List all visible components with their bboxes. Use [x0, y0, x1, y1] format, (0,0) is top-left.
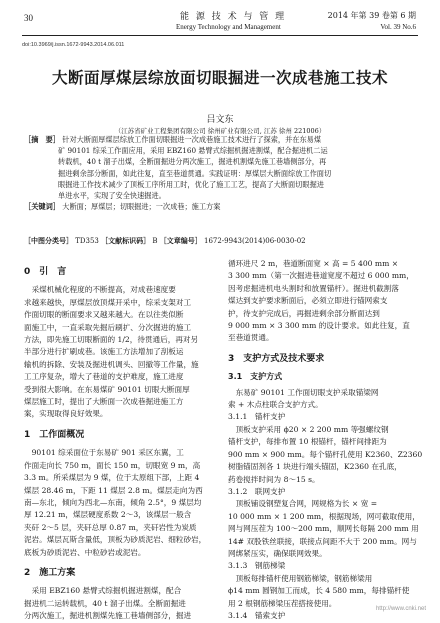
- volume-en: Vol. 39 No.6: [380, 23, 416, 31]
- subsection-heading: 3.1 支护方式: [228, 372, 283, 382]
- paragraph-line: 方法，即先施工切眼断面的 1/2，待贯通后，再对另: [24, 335, 199, 345]
- classification-row: [24, 236, 306, 246]
- paragraph-line: 受到很大影响。在东易煤矿 90101 切眼大断面厚: [24, 384, 190, 394]
- paragraph-line: 泥岩。煤层瓦斯含量低，顶板为砂质泥岩、细粒砂岩，: [24, 535, 207, 545]
- section-heading: 2 施工方案: [24, 567, 76, 578]
- subsubsection-heading: 3.1.3 钢筋梯梁: [228, 561, 286, 571]
- doc-code-label: ［文献标识码］: [101, 237, 151, 245]
- paragraph-line: 护，待支护完成后，再掘进剩余部分断面达到: [228, 308, 380, 318]
- abstract-line: 眼掘进工作技术减少了顶板工序所用工时，优化了施工工艺，提高了大断面切眼掘进: [58, 179, 324, 189]
- article-author: 吕文东: [206, 115, 234, 125]
- subsubsection-heading: 3.1.4 锚索支护: [228, 610, 286, 620]
- header-rule: [22, 35, 418, 36]
- paragraph-line: 药卷搅拌时间为 8～15 s。: [228, 474, 320, 484]
- paragraph-line: 煤层施工时，提出了大断面一次成巷掘进施工方: [24, 397, 184, 407]
- paragraph-line: 顶板铺设钢塑复合网，网规格为长 × 宽 =: [235, 499, 378, 509]
- paragraph-line: 作面切眼的断面要求又越来越大。在以往类似断: [24, 310, 184, 320]
- paragraph-line: 用 2 根钢筋梯梁压茬搭接使用。: [228, 598, 337, 608]
- paragraph-line: 90101 综采面位于东易矿 901 采区东翼，工: [31, 448, 184, 458]
- watermark-url: http://www.cnki.net: [375, 606, 426, 612]
- paragraph-line: 厚 12.21 m，煤层硬度系数 2～3，该煤层一般含: [24, 510, 192, 520]
- section-heading: 0 引 言: [24, 267, 67, 277]
- paragraph-line: 网绑紧压实，确保联网效果。: [228, 548, 327, 558]
- paragraph-line: 掘进机二运转载机，40 t 溜子出煤。全断面掘进: [24, 598, 186, 608]
- paragraph-line: 作面走向长 750 m，面长 150 m，切眼宽 9 m，高: [24, 460, 201, 470]
- subsubsection-heading: 3.1.1 锚杆支护: [228, 412, 286, 422]
- issue-cn: 2014 年第 39 卷第 6 期: [327, 11, 416, 20]
- left-column: [24, 258, 218, 623]
- paragraph-line: ϕ14 mm 圆钢加工而成，长 4 580 mm，每排锚杆使: [228, 586, 410, 596]
- paragraph-line: 锚杆支护，每排布置 10 根锚杆，锚杆间排距为: [228, 437, 387, 447]
- abstract-label: ［摘 要］: [24, 135, 60, 144]
- paragraph-line: 煤达到支护要求断面后，必须立即进行锚网索支: [228, 296, 388, 306]
- keywords-label: ［关键词］: [24, 202, 60, 212]
- paragraph-line: 网与网压茬为 100～200 mm，顺网长每隔 200 mm 用: [228, 524, 419, 534]
- paragraph-line: 案，实现取得良好效果。: [24, 409, 108, 419]
- page-number: 30: [24, 13, 33, 23]
- paragraph-line: 至巷道贯通。: [228, 333, 274, 343]
- paragraph-line: 工工序复杂，增大了巷道的支护难度，施工进度: [24, 372, 184, 382]
- paragraph-line: 索 + 木点柱联合支护方式。: [228, 400, 323, 410]
- clc-value: TD353: [75, 237, 99, 245]
- paragraph-line: 9 000 mm × 3 300 mm 的设计要求。如此往复，直: [228, 321, 410, 331]
- section-heading: 3 支护方式及技术要求: [228, 353, 325, 364]
- abstract-line: 单进水平，实现了安全快速掘进。: [58, 191, 166, 201]
- paragraph-line: 顶板支护采用 ϕ20 × 2 200 mm 等强螺纹钢: [235, 424, 389, 434]
- article-affiliation: （江苏省矿业工程集团有限公司 徐州矿业有限公司, 江苏 徐州 221006）: [114, 127, 326, 135]
- paragraph-line: 循环进尺 2 m，巷道断面宽 × 高 = 5 400 mm ×: [228, 259, 399, 268]
- paragraph-line: 面施工中，一直采取先掘后刷扩、分次掘进的施工: [24, 322, 192, 332]
- paragraph-line: 900 mm × 900 mm。每个锚杆孔使用 K2360、Z2360: [228, 449, 422, 459]
- paragraph-line: 底板为砂质泥岩、中粒砂岩或泥岩。: [24, 547, 146, 557]
- doc-code-value: B: [152, 237, 158, 245]
- journal-title-cn: 能 源 技 术 与 管 理: [180, 12, 287, 22]
- paragraph-line: 采煤机械化程度的不断提高，对成巷速度要: [31, 285, 176, 295]
- paragraph-line: 分两次施工，掘进机割煤先施工巷墙侧部分，掘进: [24, 611, 192, 621]
- paragraph-line: 半部分进行扩刷成巷。该施工方法增加了刮板运: [24, 347, 184, 357]
- paragraph-line: 顶板每排锚杆使用钢筋梯梁，钢筋梯梁用: [235, 573, 373, 583]
- right-column: [228, 258, 422, 622]
- paragraph-line: 求越来越快，厚煤层放顶煤开采中，综采支架对工: [24, 297, 192, 307]
- clc-label: ［中图分类号］: [24, 237, 73, 245]
- abstract-line: 转载机，40 t 溜子出煤，全断面掘进分两次施工，掘进机割煤先施工巷墙侧部分，再: [58, 157, 327, 167]
- paragraph-line: 夹矸 2～5 层，夹矸总厚 0.87 m，夹矸岩性为炭质: [24, 522, 197, 532]
- paragraph-line: 14# 双股铁丝联接，联接点间距不大于 200 mm。网与: [228, 536, 417, 546]
- paragraph-line: 输机的拆除、安装及掘进机调头、回撤等工作量，施: [24, 359, 199, 369]
- paragraph-line: 南—东北，倾向为西北—东南，倾角 2.5°，9 煤层均: [24, 497, 202, 507]
- subsubsection-heading: 3.1.2 联网支护: [228, 486, 286, 496]
- abstract-line: 针对大断面厚煤层综放工作面切眼掘进一次成巷施工技术进行了探索，并在东易煤: [62, 135, 322, 144]
- abstract-block: [24, 134, 416, 212]
- abstract-line: 掘进剩余部分断面，如此往复，直至巷道贯通。实践证明：厚煤层大断面综放工作面切: [58, 168, 332, 178]
- article-title: 大断面厚煤层综放面切眼掘进一次成巷施工技术: [51, 69, 388, 87]
- paragraph-line: 3 300 mm（第一次掘进巷道宽度不超过 6 000 mm，: [228, 271, 414, 281]
- paragraph-line: 东易矿 90101 工作面切眼支护采取锚梁网: [235, 387, 379, 397]
- paragraph-line: 因考虑掘进机电头割时和放置锚杆）。掘进机截割落: [228, 283, 399, 293]
- section-heading: 1 工作面概况: [24, 429, 85, 440]
- paragraph-line: 树脂锚固剂各 1 块进行端头锚固，K2360 在孔底，: [228, 462, 402, 472]
- keywords: 大断面；厚煤层；切眼掘进；一次成巷；施工方案: [62, 202, 221, 212]
- abstract-line: 矿 90101 综采工作面应用，采用 EBZ160 悬臂式综掘机掘进割煤，配合掘进机二运: [58, 146, 328, 156]
- article-no-label: ［文章编号］: [159, 237, 202, 245]
- article-no-value: 1672-9943(2014)06-0030-02: [203, 237, 306, 245]
- paragraph-line: 10 000 mm × 1 200 mm，根据现场，网可截取使用，: [228, 511, 420, 521]
- doi: doi:10.3969/j.issn.1672-9943.2014.06.011: [22, 42, 125, 48]
- paragraph-line: 煤层 28.46 m，下距 11 煤层 2.8 m。煤层走向为西: [24, 485, 203, 495]
- paragraph-line: 3.3 m。所采煤层为 9 煤，位于太原组下部，上距 4: [24, 473, 200, 483]
- paragraph-line: 采用 EBZ160 悬臂式综掘机掘进割煤，配合: [31, 586, 182, 596]
- journal-title-en: Energy Technology and Management: [176, 23, 281, 31]
